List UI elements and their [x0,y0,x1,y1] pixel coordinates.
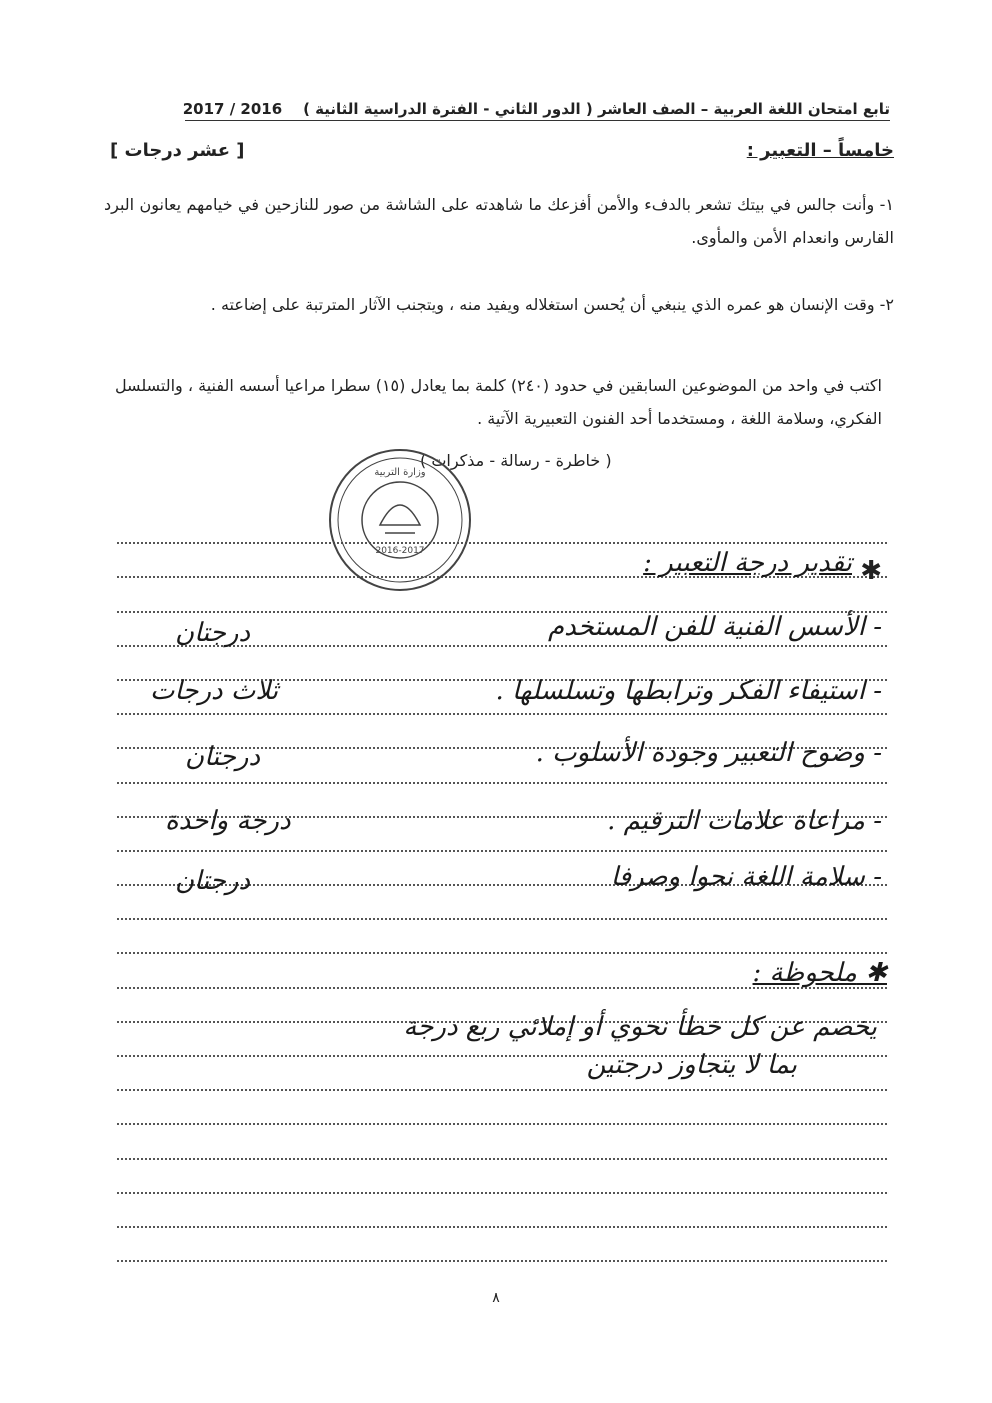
note-title-text: ملحوظة : [752,958,857,988]
criterion-label: - وضوح التعبير وجودة الأسلوب . [535,738,882,768]
answer-line [117,920,887,954]
answer-line [117,578,887,612]
criterion-score: درجتان [175,618,251,648]
criterion-score: ثلاث درجات [150,676,279,706]
section-title: خامساً – التعبير : [746,140,894,161]
answer-line [117,1194,887,1228]
answer-line [117,1160,887,1194]
criterion-label: - استيفاء الفكر وترابطها وتسلسلها . [495,676,882,706]
note-line: بما لا يتجاوز درجتين [586,1050,797,1080]
criterion-label: - مراعاة علامات الترقيم . [607,806,882,836]
criterion-score: درجتان [185,742,261,772]
topic-one: ١- وأنت جالس في بيتك تشعر بالدفء والأمن أفزعك ما شاهدته على الشاشة من صور للنازحين في خيامهم يعانون البرد القارس وانعدام الأمن والمأوى. [104,195,894,247]
answer-line [117,1091,887,1125]
criterion-label: - الأسس الفنية للفن المستخدم [548,612,882,642]
writing-options: ( خاطرة - رسالة - مذكرات ) [420,451,612,470]
header-title: تابع امتحان اللغة العربية – الصف العاشر ( الدور الثاني - الفترة الدراسية الثانية ) [303,100,890,118]
seal-year: 2016-2017 [375,546,425,556]
answer-line [117,1228,887,1262]
topic-two: ٢- وقت الإنسان هو عمره الذي ينبغي أن يُحسن استغلاله ويفيد منه ، ويتجنب الآثار المترتبة على إضاعته . [210,295,894,314]
page-number: ٨ [492,1290,500,1306]
criterion-score: درجتان [175,866,251,896]
asterisk-icon: ✱ [856,958,887,988]
seal-text: وزارة التربية [374,467,426,478]
official-seal [325,445,475,595]
answer-line [117,1125,887,1159]
answer-line [117,510,887,544]
criterion-label: - سلامة اللغة نحوا وصرفا [610,862,882,892]
instructions: اكتب في واحد من الموضوعين السابقين في حدود (٢٤٠) كلمة بما يعادل (١٥) سطرا مراعيا أسسه الفنية ، والتسلسل الفكري، وسلامة اللغة ، ومستخدما أحد الفنون التعبيرية الآتية . [114,376,882,428]
note-title [753,958,887,988]
handwritten-title: تقدير درجة التعبير : [643,548,852,578]
exam-header [182,100,890,121]
section-marks: [ عشر درجات ] [110,140,245,161]
note-line: يخصم عن كل خطأ نحوي أو إملائي ربع درجة [403,1012,877,1042]
asterisk-icon: ✱ [860,556,882,586]
header-year: 2016 / 2017 [182,100,283,118]
criterion-score: درجة واحدة [165,806,291,836]
